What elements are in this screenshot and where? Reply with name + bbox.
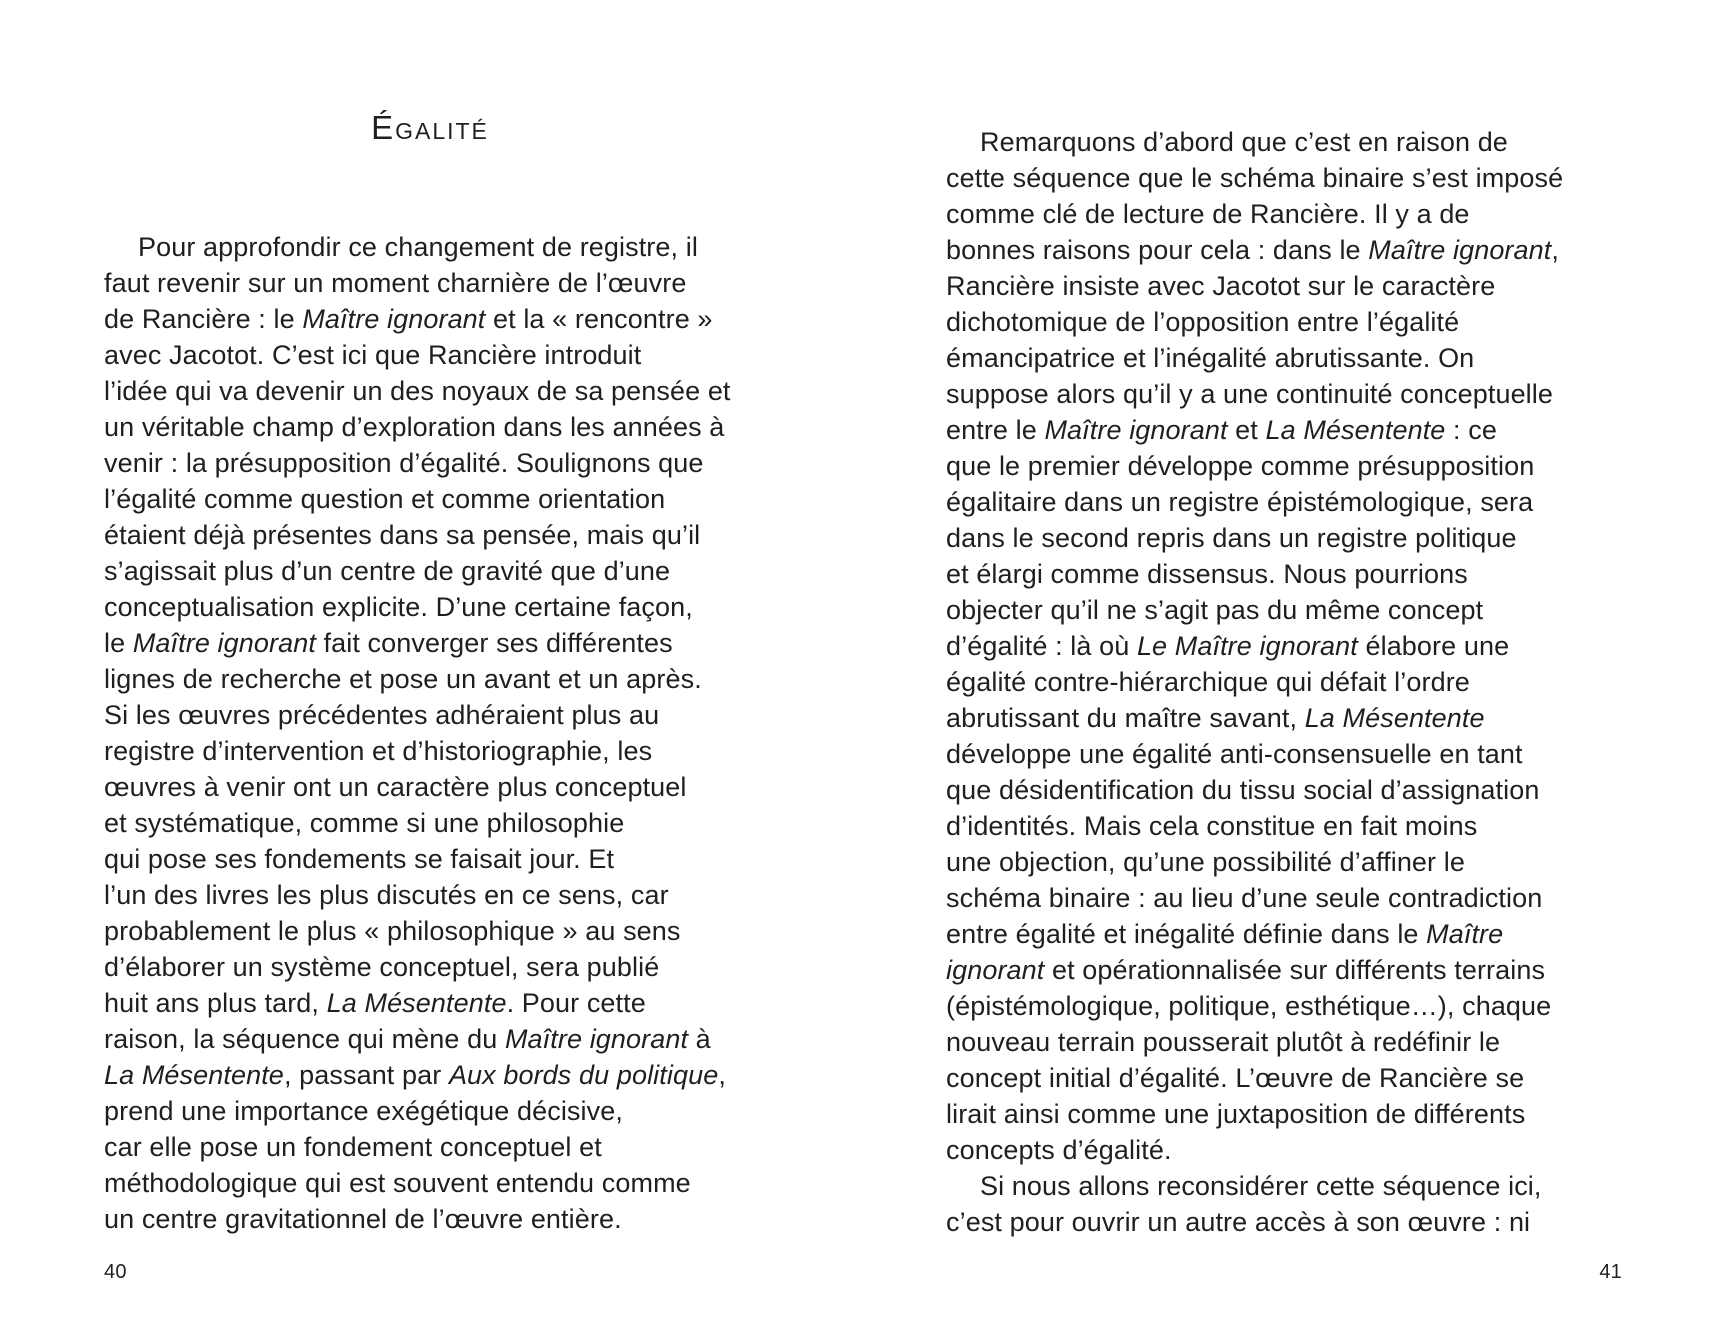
text-line: cette séquence que le schéma binaire s’est imposé	[946, 163, 1564, 193]
text-line: probablement le plus « philosophique » au sens	[104, 916, 681, 946]
text-line: Si nous allons reconsidérer cette séquence ici,	[980, 1171, 1542, 1201]
text-line: (épistémologique, politique, esthétique…), chaque	[946, 991, 1552, 1021]
text-line: registre d’intervention et d’historiographie, les	[104, 736, 653, 766]
text-line: Pour approfondir ce changement de registre, il	[138, 232, 698, 262]
text-line: qui pose ses fondements se faisait jour. Et	[104, 844, 615, 874]
italic-title-text: Maître ignorant	[132, 628, 316, 658]
text-line: car elle pose un fondement conceptuel et	[104, 1132, 602, 1162]
text-line: ignorant et opérationnalisée sur différents terrains	[946, 955, 1546, 985]
text-line: dans le second repris dans un registre politique	[946, 523, 1517, 553]
page-number-right: 41	[1599, 1261, 1622, 1283]
right-page-text	[946, 124, 1563, 1240]
italic-title-text: La Mésentente	[326, 988, 507, 1018]
left-page-text	[104, 229, 731, 1237]
italic-title-text: ignorant	[946, 955, 1045, 985]
text-line: l’un des livres les plus discutés en ce sens, car	[104, 880, 669, 910]
text-line: bonnes raisons pour cela : dans le Maître ignorant,	[946, 235, 1559, 265]
text-line: d’élaborer un système conceptuel, sera publié	[104, 952, 660, 982]
text-line: l’égalité comme question et comme orientation	[104, 484, 666, 514]
text-line: le Maître ignorant fait converger ses différentes	[104, 628, 673, 658]
text-line: entre le Maître ignorant et La Mésentente : ce	[946, 415, 1497, 445]
text-line: Si les œuvres précédentes adhéraient plus au	[104, 700, 660, 730]
italic-title-text: Aux bords du politique	[448, 1060, 719, 1090]
text-line: étaient déjà présentes dans sa pensée, mais qu’il	[104, 520, 701, 550]
text-line: égalité contre-hiérarchique qui défait l’ordre	[946, 667, 1470, 697]
text-line: huit ans plus tard, La Mésentente. Pour cette	[104, 988, 646, 1018]
text-line: avec Jacotot. C’est ici que Rancière introduit	[104, 340, 642, 370]
text-line: raison, la séquence qui mène du Maître ignorant à	[104, 1024, 711, 1054]
text-line: concepts d’égalité.	[946, 1135, 1172, 1165]
chapter-heading: Égalité	[371, 109, 489, 146]
text-line: dichotomique de l’opposition entre l’égalité	[946, 307, 1460, 337]
text-line: conceptualisation explicite. D’une certaine façon,	[104, 592, 693, 622]
text-line: venir : la présupposition d’égalité. Soulignons que	[104, 448, 704, 478]
italic-title-text: La Mésentente	[1265, 415, 1446, 445]
text-line: suppose alors qu’il y a une continuité conceptuelle	[946, 379, 1553, 409]
text-line: lirait ainsi comme une juxtaposition de différents	[946, 1099, 1526, 1129]
text-line: c’est pour ouvrir un autre accès à son œuvre : ni	[946, 1207, 1531, 1237]
italic-title-text: Le Maître ignorant	[1136, 631, 1358, 661]
text-line: un centre gravitationnel de l’œuvre entière.	[104, 1204, 622, 1234]
text-line: de Rancière : le Maître ignorant et la « rencontre »	[104, 304, 713, 334]
italic-title-text: Maître ignorant	[1044, 415, 1228, 445]
italic-title-text: La Mésentente	[1304, 703, 1485, 733]
italic-title-text: Maître	[1426, 919, 1504, 949]
text-line: nouveau terrain pousserait plutôt à redéfinir le	[946, 1027, 1501, 1057]
text-line: émancipatrice et l’inégalité abrutissante. On	[946, 343, 1475, 373]
page-number-left: 40	[104, 1261, 127, 1283]
text-line: et systématique, comme si une philosophie	[104, 808, 625, 838]
text-line: objecter qu’il ne s’agit pas du même concept	[946, 595, 1484, 625]
text-line: prend une importance exégétique décisive,	[104, 1096, 623, 1126]
page-right	[946, 0, 1626, 1338]
text-line: l’idée qui va devenir un des noyaux de sa pensée et	[104, 376, 731, 406]
text-line: entre égalité et inégalité définie dans le Maître	[946, 919, 1504, 949]
text-line: que désidentification du tissu social d’assignation	[946, 775, 1540, 805]
italic-title-text: Maître ignorant	[1368, 235, 1552, 265]
text-line: développe une égalité anti-consensuelle en tant	[946, 739, 1523, 769]
text-line: méthodologique qui est souvent entendu comme	[104, 1168, 691, 1198]
text-line: Remarquons d’abord que c’est en raison de	[980, 127, 1508, 157]
text-line: égalitaire dans un registre épistémologique, sera	[946, 487, 1534, 517]
text-line: Rancière insiste avec Jacotot sur le caractère	[946, 271, 1496, 301]
text-line: comme clé de lecture de Rancière. Il y a de	[946, 199, 1470, 229]
text-line: une objection, qu’une possibilité d’affiner le	[946, 847, 1465, 877]
text-line: s’agissait plus d’un centre de gravité que d’une	[104, 556, 671, 586]
text-line: schéma binaire : au lieu d’une seule contradiction	[946, 883, 1543, 913]
italic-title-text: Maître ignorant	[504, 1024, 689, 1054]
text-line: et élargi comme dissensus. Nous pourrions	[946, 559, 1468, 589]
text-line: d’identités. Mais cela constitue en fait moins	[946, 811, 1478, 841]
text-line: d’égalité : là où Le Maître ignorant élabore une	[946, 631, 1510, 661]
text-line: que le premier développe comme présupposition	[946, 451, 1535, 481]
text-line: concept initial d’égalité. L’œuvre de Rancière se	[946, 1063, 1525, 1093]
text-line: lignes de recherche et pose un avant et un après.	[104, 664, 702, 694]
italic-title-text: La Mésentente	[104, 1060, 284, 1090]
text-line: abrutissant du maître savant, La Mésentente	[946, 703, 1485, 733]
text-line: œuvres à venir ont un caractère plus conceptuel	[104, 772, 687, 802]
text-line: faut revenir sur un moment charnière de l’œuvre	[104, 268, 687, 298]
italic-title-text: Maître ignorant	[302, 304, 486, 334]
text-line: La Mésentente, passant par Aux bords du politique,	[104, 1060, 726, 1090]
page-left	[104, 0, 756, 1338]
text-line: un véritable champ d’exploration dans les années à	[104, 412, 725, 442]
